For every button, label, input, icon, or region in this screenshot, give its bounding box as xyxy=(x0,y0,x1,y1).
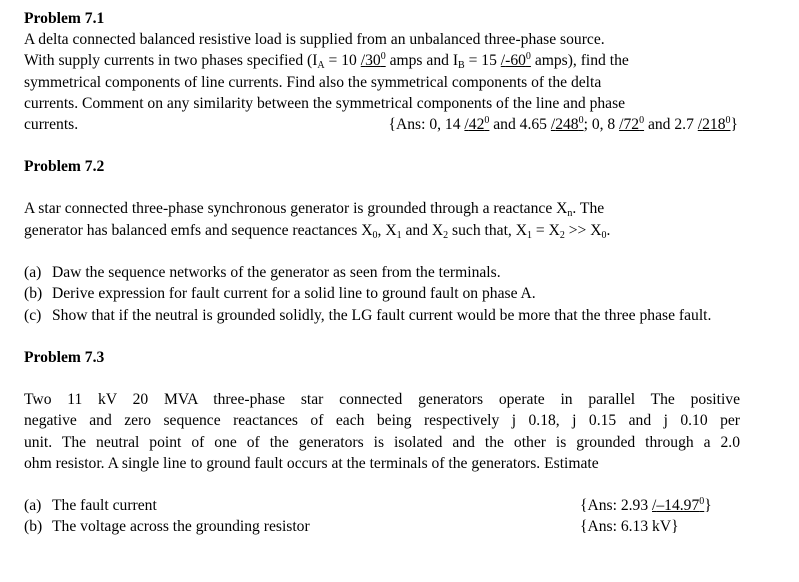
problem-7-1-text xyxy=(24,29,740,135)
p73-answer-b: {Ans: 6.13 kV} xyxy=(580,518,679,536)
p71-answer: {Ans: 0, $14 / 42^0$ and $4.65 / 248^0$; 0, $8 / 72^0$ and $2.7 / 218^0$} xyxy=(388,114,740,135)
list-item: (c) Show that if the neutral is grounded solidly, the LG fault current would be more that the three phase fault. xyxy=(24,306,712,324)
document-page xyxy=(24,8,740,538)
problem-7-2-text xyxy=(24,198,740,241)
p72-items xyxy=(24,262,740,326)
p71-line-3: symmetrical components of line currents. Find also the symmetrical components of the delta xyxy=(24,73,602,91)
p71-line-2: With supply currents in two phases specified ($I_A = 10 / 30^0$ amps and $I_B = 15 / -60^0$ amps), find the xyxy=(24,50,740,71)
list-item: (b) Derive expression for fault current for a solid line to ground fault on phase A. xyxy=(24,285,536,303)
problem-7-3-heading: Problem 7.3 xyxy=(24,348,105,366)
p73-line-4: ohm resistor. A single line to ground fault occurs at the terminals of the generators. Estimate xyxy=(24,454,599,472)
list-item: (a) Daw the sequence networks of the generator as seen from the terminals. xyxy=(24,264,501,282)
angle-symbol: / $30^0$ xyxy=(361,52,386,69)
angle-symbol: / $-60^0$ xyxy=(501,52,531,69)
p72-line-2: generator has balanced emfs and sequence reactances $X_0$, $X_1$ and $X_2$ such that, $X_1 = X_2 >> X_0$. xyxy=(24,221,611,241)
p73-line-2: negative and zero sequence reactances of each being respectively j 0.18, j 0.15 and j 0.10 per xyxy=(24,412,740,430)
problem-7-2-heading: Problem 7.2 xyxy=(24,158,105,176)
list-item: (a) The fault current {Ans: 2.93 / –14.97$^0$} xyxy=(24,495,740,516)
p71-line-4: currents. Comment on any similarity between the symmetrical components of the line and phase xyxy=(24,94,626,112)
p73-answer-a: {Ans: 2.93 / –14.97$^0$} xyxy=(580,495,740,516)
p71-line-1: A delta connected balanced resistive load is supplied from an unbalanced three-phase source. xyxy=(24,31,605,48)
p73-line-3: unit. The neutral point of one of the generators is isolated and the other is grounded through a 2.0 xyxy=(24,433,740,451)
problem-7-1-heading: Problem 7.1 xyxy=(24,10,105,27)
list-item: (b) The voltage across the grounding resistor {Ans: 6.13 kV} xyxy=(24,516,740,537)
p71-line-5: currents. {Ans: 0, $14 / 42^0$ and $4.65 / 248^0$; 0, $8 / 72^0$ and $2.7 / 218^0$} xyxy=(24,114,740,135)
problem-7-3-text xyxy=(24,389,740,474)
p73-line-1: Two 11 kV 20 MVA three-phase star connected generators operate in parallel The positive xyxy=(24,390,740,408)
p72-line-1: A star connected three-phase synchronous generator is grounded through a reactance $X_n$. The xyxy=(24,200,605,220)
